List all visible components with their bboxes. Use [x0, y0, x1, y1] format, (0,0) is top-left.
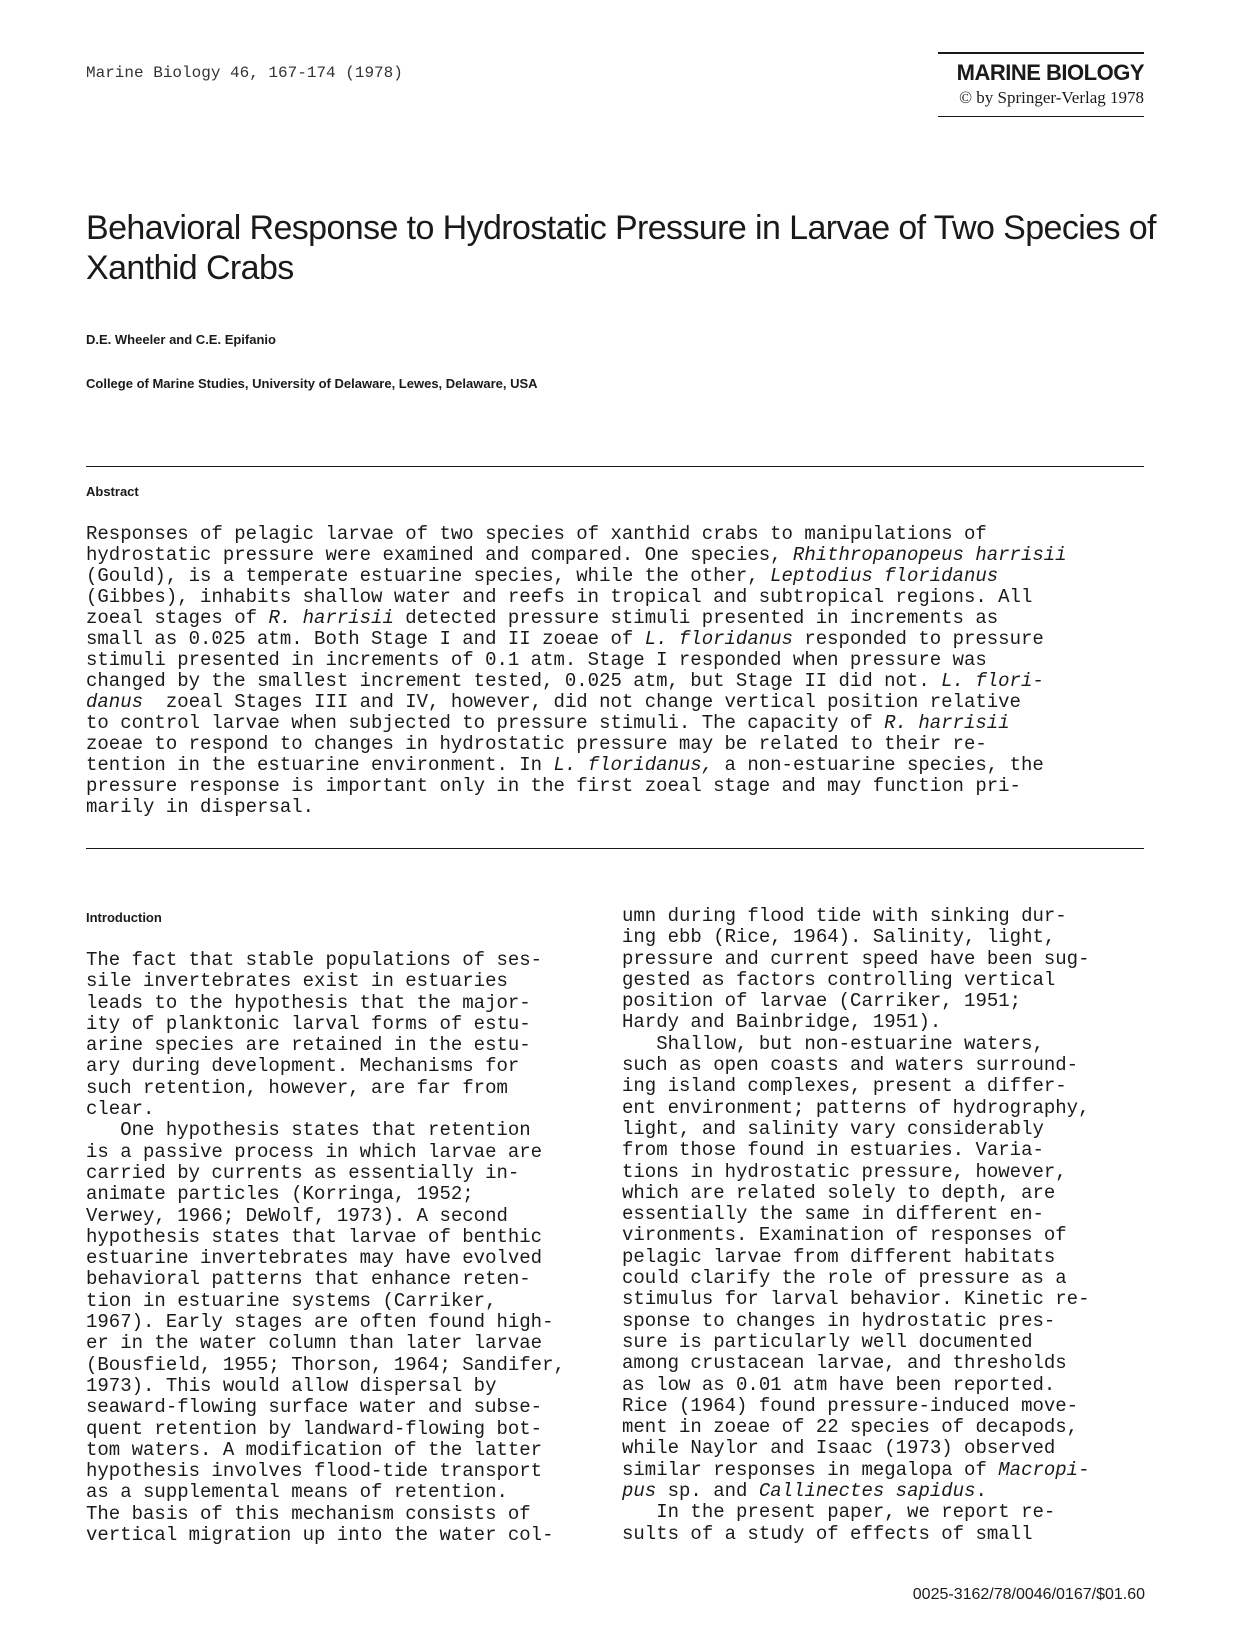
text-line: tom waters. A modification of the latter — [86, 1438, 543, 1461]
text-line: tions in hydrostatic pressure, however, — [622, 1160, 1067, 1183]
text-line: behavioral patterns that enhance reten- — [86, 1268, 531, 1291]
text-line: carried by currents as essentially in- — [86, 1161, 520, 1184]
text-line: tention in the estuarine environment. In L. floridanus, a non-estuarine species, the — [86, 754, 1044, 776]
abstract-bottom-divider — [86, 848, 1144, 849]
text-line: The basis of this mechanism consists of — [86, 1502, 531, 1525]
text-line: ment in zoeae of 22 species of decapods, — [622, 1416, 1079, 1439]
text-line: pus sp. and Callinectes sapidus. — [622, 1480, 987, 1503]
text-line: could clarify the role of pressure as a — [622, 1267, 1067, 1290]
text-line: sults of a study of effects of small — [622, 1522, 1033, 1545]
text-line: changed by the smallest increment tested, 0.025 atm, but Stage II did not. L. flori- — [86, 670, 1044, 692]
text-line: hypothesis involves flood-tide transport — [86, 1460, 543, 1483]
text-line: as low as 0.01 atm have been reported. — [622, 1373, 1056, 1396]
text-line: pressure and current speed have been sug- — [622, 947, 1090, 970]
masthead-bottom-rule — [938, 116, 1144, 117]
abstract-top-divider — [86, 466, 1144, 467]
text-line: Verwey, 1966; DeWolf, 1973). A second — [86, 1204, 508, 1227]
text-line: (Gould), is a temperate estuarine species, while the other, Leptodius floridanus — [86, 565, 999, 587]
text-line: arine species are retained in the estu- — [86, 1034, 531, 1057]
text-line: ent environment; patterns of hydrography, — [622, 1096, 1090, 1119]
text-line: small as 0.025 atm. Both Stage I and II zoeae of L. floridanus responded to pressure — [86, 628, 1044, 650]
journal-copyright: © by Springer-Verlag 1978 — [959, 88, 1144, 107]
text-line: 1973). This would allow dispersal by — [86, 1374, 497, 1397]
text-line: is a passive process in which larvae are — [86, 1140, 543, 1163]
text-line: estuarine invertebrates may have evolved — [86, 1247, 543, 1270]
text-line: stimulus for larval behavior. Kinetic re- — [622, 1288, 1090, 1311]
text-line: marily in dispersal. — [86, 796, 315, 818]
text-line: such retention, however, are far from — [86, 1076, 508, 1099]
text-line: Rice (1964) found pressure-induced move- — [622, 1394, 1079, 1417]
paper-title: Behavioral Response to Hydrostatic Pressure in Larvae of Two Species of Xanthid Crabs — [86, 209, 1156, 287]
journal-name: MARINE BIOLOGY — [956, 60, 1144, 85]
text-line: sile invertebrates exist in estuaries — [86, 970, 508, 993]
text-line: pressure response is important only in the first zoeal stage and may function pri- — [86, 775, 1021, 797]
text-line: such as open coasts and waters surround- — [622, 1054, 1079, 1077]
text-line: 1967). Early stages are often found high- — [86, 1311, 554, 1334]
text-line: clear. — [86, 1098, 155, 1121]
text-line: essentially the same in different en- — [622, 1203, 1044, 1226]
issn-code: 0025-3162/78/0046/0167/$01.60 — [912, 1586, 1145, 1603]
text-line: One hypothesis states that retention — [86, 1119, 531, 1142]
text-line: ing island complexes, present a differ- — [622, 1075, 1067, 1098]
text-line: tion in estuarine systems (Carriker, — [86, 1289, 497, 1312]
text-line: stimuli presented in increments of 0.1 atm. Stage I responded when pressure was — [86, 649, 987, 671]
text-line: as a supplemental means of retention. — [86, 1481, 508, 1504]
text-line: ity of planktonic larval forms of estu- — [86, 1012, 531, 1035]
text-line: leads to the hypothesis that the major- — [86, 991, 531, 1014]
text-line: vertical migration up into the water col- — [86, 1524, 554, 1547]
introduction-left-column — [86, 950, 604, 1546]
text-line: danus zoeal Stages III and IV, however, did not change vertical position relative — [86, 691, 1021, 713]
text-line: gested as factors controlling vertical — [622, 968, 1056, 991]
text-line: ary during development. Mechanisms for — [86, 1055, 520, 1078]
journal-citation: Marine Biology 46, 167-174 (1978) — [86, 64, 403, 82]
text-line: Responses of pelagic larvae of two species of xanthid crabs to manipulations of — [86, 523, 987, 545]
text-line: zoeal stages of R. harrisii detected pressure stimuli presented in increments as — [86, 607, 999, 629]
text-line: hydrostatic pressure were examined and compared. One species, Rhithropanopeus harrisii — [86, 544, 1067, 566]
text-line: ing ebb (Rice, 1964). Salinity, light, — [622, 926, 1056, 949]
text-line: while Naylor and Isaac (1973) observed — [622, 1437, 1056, 1460]
text-line: animate particles (Korringa, 1952; — [86, 1183, 474, 1206]
text-line: Shallow, but non-estuarine waters, — [622, 1032, 1044, 1055]
text-line: (Bousfield, 1955; Thorson, 1964; Sandifer, — [86, 1353, 565, 1376]
introduction-heading: Introduction — [86, 910, 162, 925]
text-line: to control larvae when subjected to pressure stimuli. The capacity of R. harrisii — [86, 712, 1010, 734]
author-affiliation: College of Marine Studies, University of Delaware, Lewes, Delaware, USA — [86, 376, 538, 391]
text-line: The fact that stable populations of ses- — [86, 949, 543, 971]
text-line: hypothesis states that larvae of benthic — [86, 1225, 543, 1248]
text-line: er in the water column than later larvae — [86, 1332, 543, 1355]
text-line: Hardy and Bainbridge, 1951). — [622, 1011, 942, 1034]
introduction-right-column — [622, 906, 1144, 1545]
text-line: quent retention by landward-flowing bot- — [86, 1417, 543, 1440]
text-line: zoeae to respond to changes in hydrostatic pressure may be related to their re- — [86, 733, 987, 755]
text-line: light, and salinity vary considerably — [622, 1117, 1044, 1140]
masthead-top-rule — [938, 52, 1144, 54]
text-line: seaward-flowing surface water and subse- — [86, 1396, 543, 1419]
abstract-body — [86, 524, 1150, 818]
text-line: from those found in estuaries. Varia- — [622, 1139, 1044, 1162]
text-line: In the present paper, we report re- — [622, 1501, 1056, 1524]
text-line: similar responses in megalopa of Macropi- — [622, 1458, 1090, 1481]
text-line: umn during flood tide with sinking dur- — [622, 905, 1067, 927]
text-line: vironments. Examination of responses of — [622, 1224, 1067, 1247]
text-line: sure is particularly well documented — [622, 1330, 1033, 1353]
abstract-heading: Abstract — [86, 484, 139, 499]
text-line: which are related solely to depth, are — [622, 1181, 1056, 1204]
text-line: sponse to changes in hydrostatic pres- — [622, 1309, 1056, 1332]
text-line: pelagic larvae from different habitats — [622, 1245, 1056, 1268]
text-line: among crustacean larvae, and thresholds — [622, 1352, 1067, 1375]
journal-masthead — [938, 52, 1144, 117]
text-line: position of larvae (Carriker, 1951; — [622, 990, 1022, 1013]
paper-authors: D.E. Wheeler and C.E. Epifanio — [86, 332, 276, 347]
text-line: (Gibbes), inhabits shallow water and reefs in tropical and subtropical regions. All — [86, 586, 1033, 608]
